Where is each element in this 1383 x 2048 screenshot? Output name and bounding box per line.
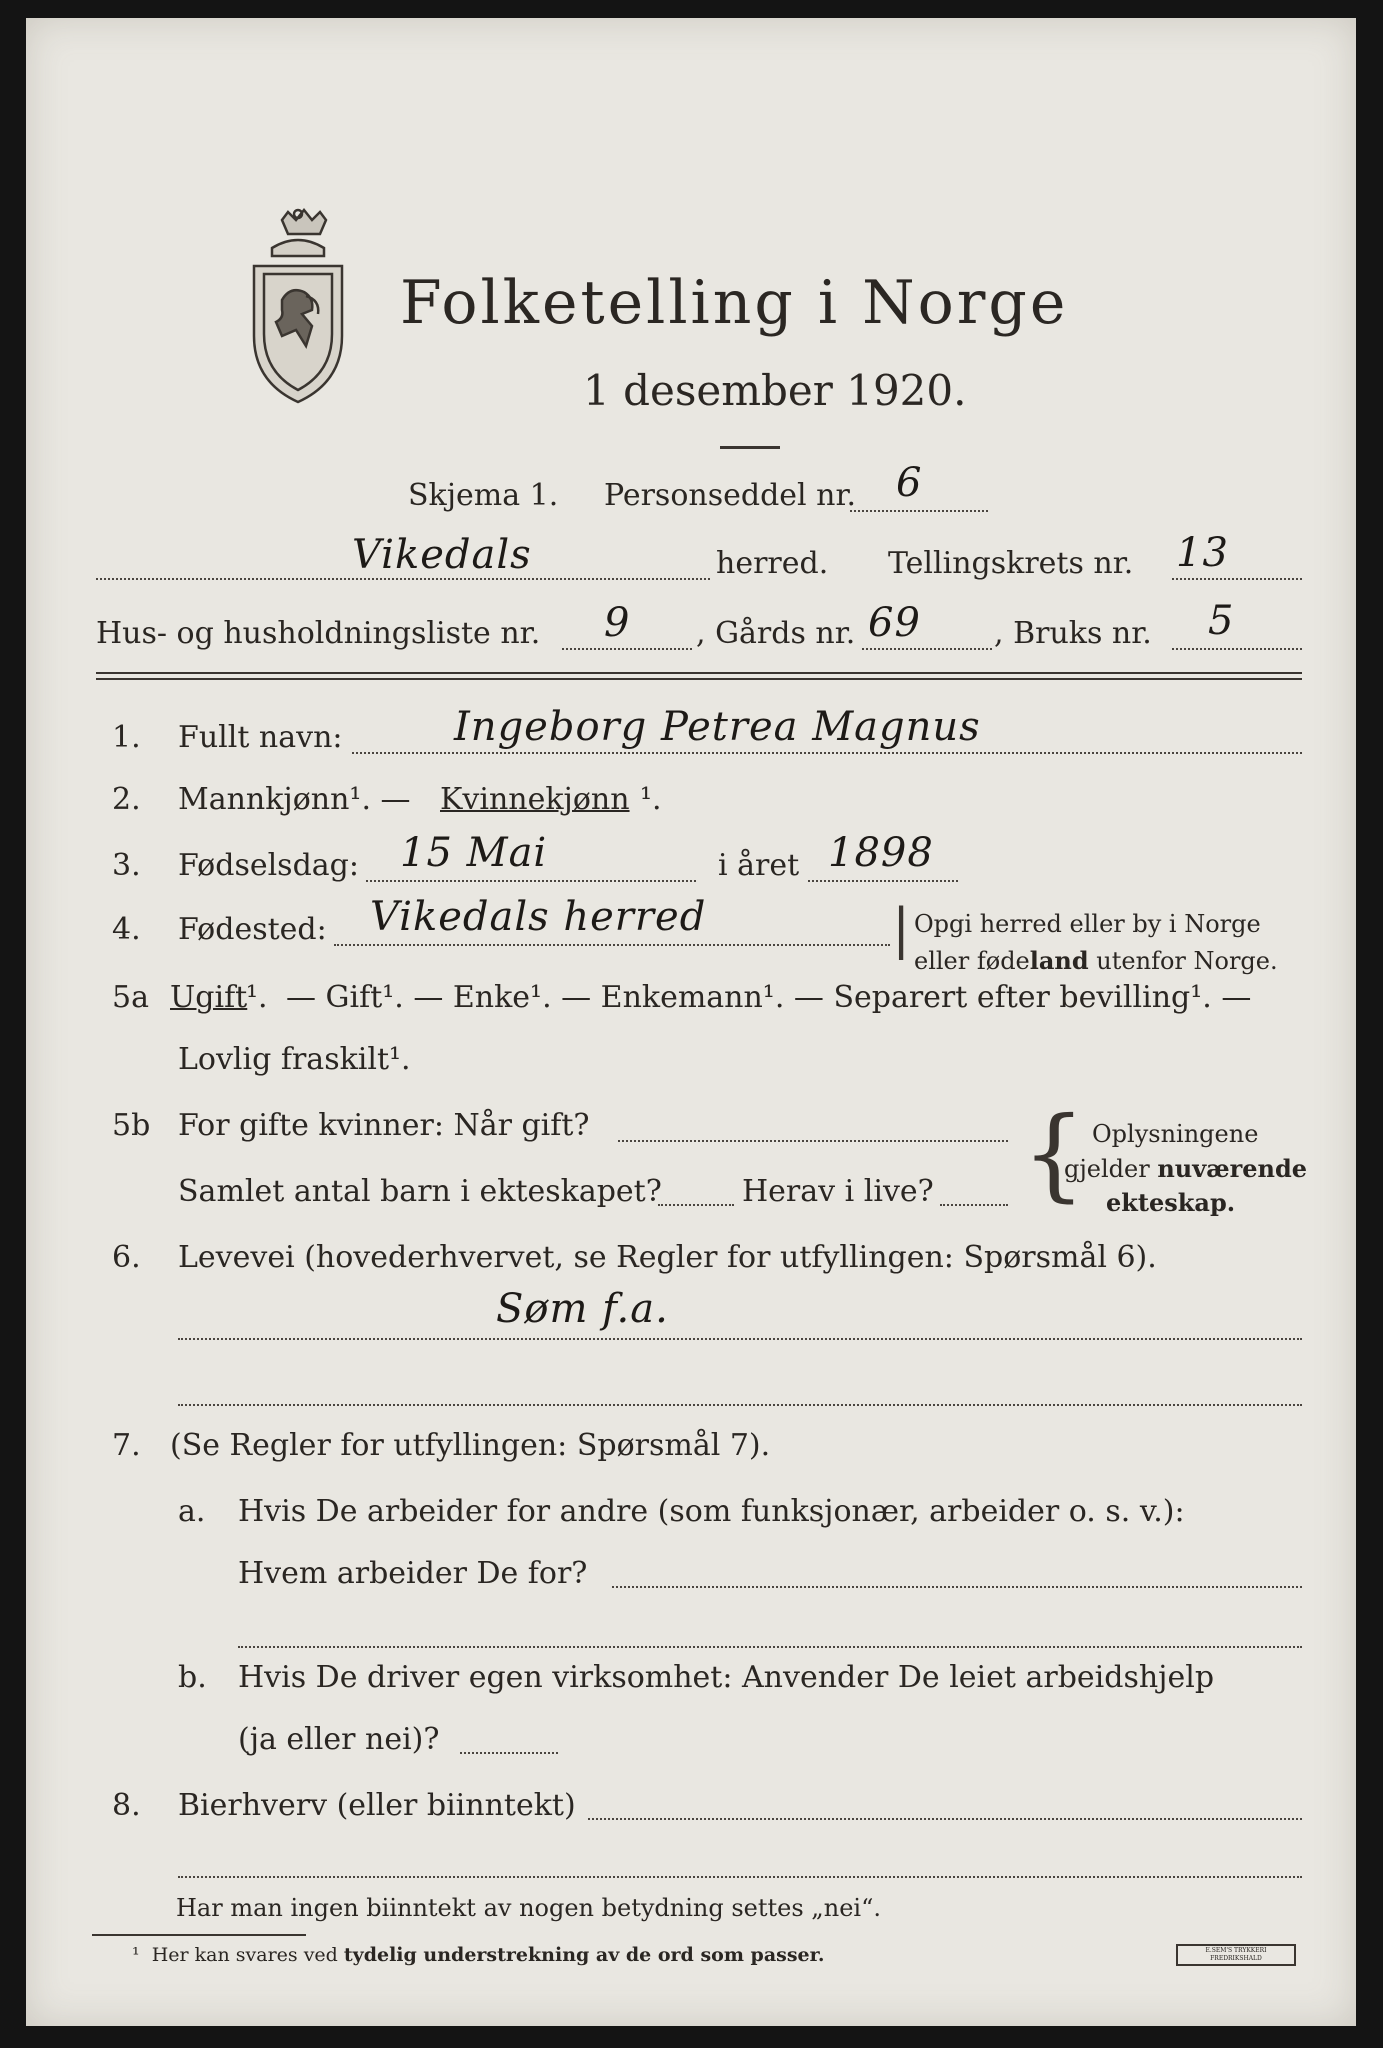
q4-note-brace: |: [892, 897, 911, 960]
tellingskrets-value: 13: [1176, 530, 1229, 576]
q5a-ugift-option-underlined: Ugift: [170, 980, 248, 1015]
q5b-note-line3: ekteskap.: [1106, 1188, 1236, 1217]
header-double-rule-bottom: [96, 678, 1302, 680]
bruks-label: , Bruks nr.: [994, 616, 1152, 651]
q7a-line1: Hvis De arbeider for andre (som funksjonær, arbeider o. s. v.):: [238, 1494, 1185, 1529]
q7-label: (Se Regler for utfyllingen: Spørsmål 7).: [170, 1428, 771, 1463]
q1-full-name-value: Ingeborg Petrea Magnus: [454, 704, 981, 750]
q5b-note-brace: {: [1022, 1095, 1086, 1212]
q5b-line2-alive: Herav i live?: [742, 1174, 934, 1209]
tellingskrets-label: Tellingskrets nr.: [888, 546, 1134, 581]
q7b-line1: Hvis De driver egen virksomhet: Anvender De leiet arbeidshjelp: [238, 1660, 1215, 1695]
q2-female-option-underlined: Kvinnekjønn: [440, 782, 630, 817]
q7b-line2: (ja eller nei)?: [238, 1722, 440, 1757]
census-date: 1 desember 1920.: [583, 366, 967, 415]
q3-birthday-value: 15 Mai: [400, 830, 548, 876]
q3-year-value: 1898: [828, 830, 934, 876]
q2-female-sup: ¹.: [640, 782, 662, 817]
q5a-line2: Lovlig fraskilt¹.: [178, 1042, 411, 1077]
herred-label: herred.: [716, 546, 829, 581]
q4-number: 4.: [112, 912, 141, 947]
q7a-letter: a.: [178, 1494, 206, 1529]
q5b-number: 5b: [112, 1108, 151, 1143]
gards-value: 69: [868, 600, 921, 646]
q1-number: 1.: [112, 720, 141, 755]
q4-label: Fødested:: [178, 912, 327, 947]
personseddel-value: 6: [896, 460, 923, 506]
footnote: ¹ Her kan svares ved tydelig understrekning av de ord som passer.: [132, 1944, 825, 1966]
q4-note-line2: eller fødeland utenfor Norge.: [914, 946, 1278, 975]
norwegian-coat-of-arms-icon: [244, 208, 352, 408]
q3-number: 3.: [112, 848, 141, 883]
q5b-line2-children: Samlet antal barn i ekteskapet?: [178, 1174, 662, 1209]
q4-note-line1: Opgi herred eller by i Norge: [914, 910, 1261, 938]
skjema-label: Skjema 1.: [408, 478, 559, 513]
q3-year-label: i året: [718, 848, 800, 883]
bruks-value: 5: [1208, 598, 1235, 644]
q2-male-option: Mannkjønn¹. —: [178, 782, 411, 817]
husliste-value: 9: [604, 600, 631, 646]
q4-birthplace-value: Vikedals herred: [370, 894, 707, 940]
q5a-ugift-sup: ¹.: [246, 980, 268, 1015]
q8-number: 8.: [112, 1788, 141, 1823]
q3-label: Fødselsdag:: [178, 848, 359, 883]
q6-occupation-value: Søm f.a.: [496, 1286, 669, 1332]
q5a-number: 5a: [112, 980, 149, 1015]
herred-value: Vikedals: [352, 532, 532, 578]
gards-label: , Gårds nr.: [696, 616, 856, 651]
biinntekt-note: Har man ingen biinntekt av nogen betydning settes „nei“.: [176, 1894, 881, 1922]
form-title: Folketelling i Norge: [400, 268, 1069, 338]
title-divider: [720, 446, 780, 449]
q7-number: 7.: [112, 1428, 141, 1463]
q2-number: 2.: [112, 782, 141, 817]
q5a-other-options: — Gift¹. — Enke¹. — Enkemann¹. — Separert efter bevilling¹. —: [286, 980, 1252, 1015]
q7b-letter: b.: [178, 1660, 207, 1695]
printer-stamp: E.SEM'S TRYKKERI FREDRIKSHALD: [1176, 1944, 1296, 1966]
footnote-rule: [92, 1934, 306, 1936]
q5b-note-line2: gjelder nuværende: [1064, 1154, 1308, 1183]
q8-label: Bierhverv (eller biinntekt): [178, 1788, 576, 1823]
personseddel-label: Personseddel nr.: [604, 478, 857, 513]
q6-number: 6.: [112, 1240, 141, 1275]
husliste-label: Hus- og husholdningsliste nr.: [96, 616, 541, 651]
header-double-rule-top: [96, 672, 1302, 674]
q5b-line1: For gifte kvinner: Når gift?: [178, 1108, 590, 1143]
q1-label: Fullt navn:: [178, 720, 343, 755]
q6-label: Levevei (hovederhvervet, se Regler for utfyllingen: Spørsmål 6).: [178, 1240, 1157, 1275]
q5b-note-line1: Oplysningene: [1092, 1120, 1259, 1148]
q7a-line2: Hvem arbeider De for?: [238, 1556, 588, 1591]
